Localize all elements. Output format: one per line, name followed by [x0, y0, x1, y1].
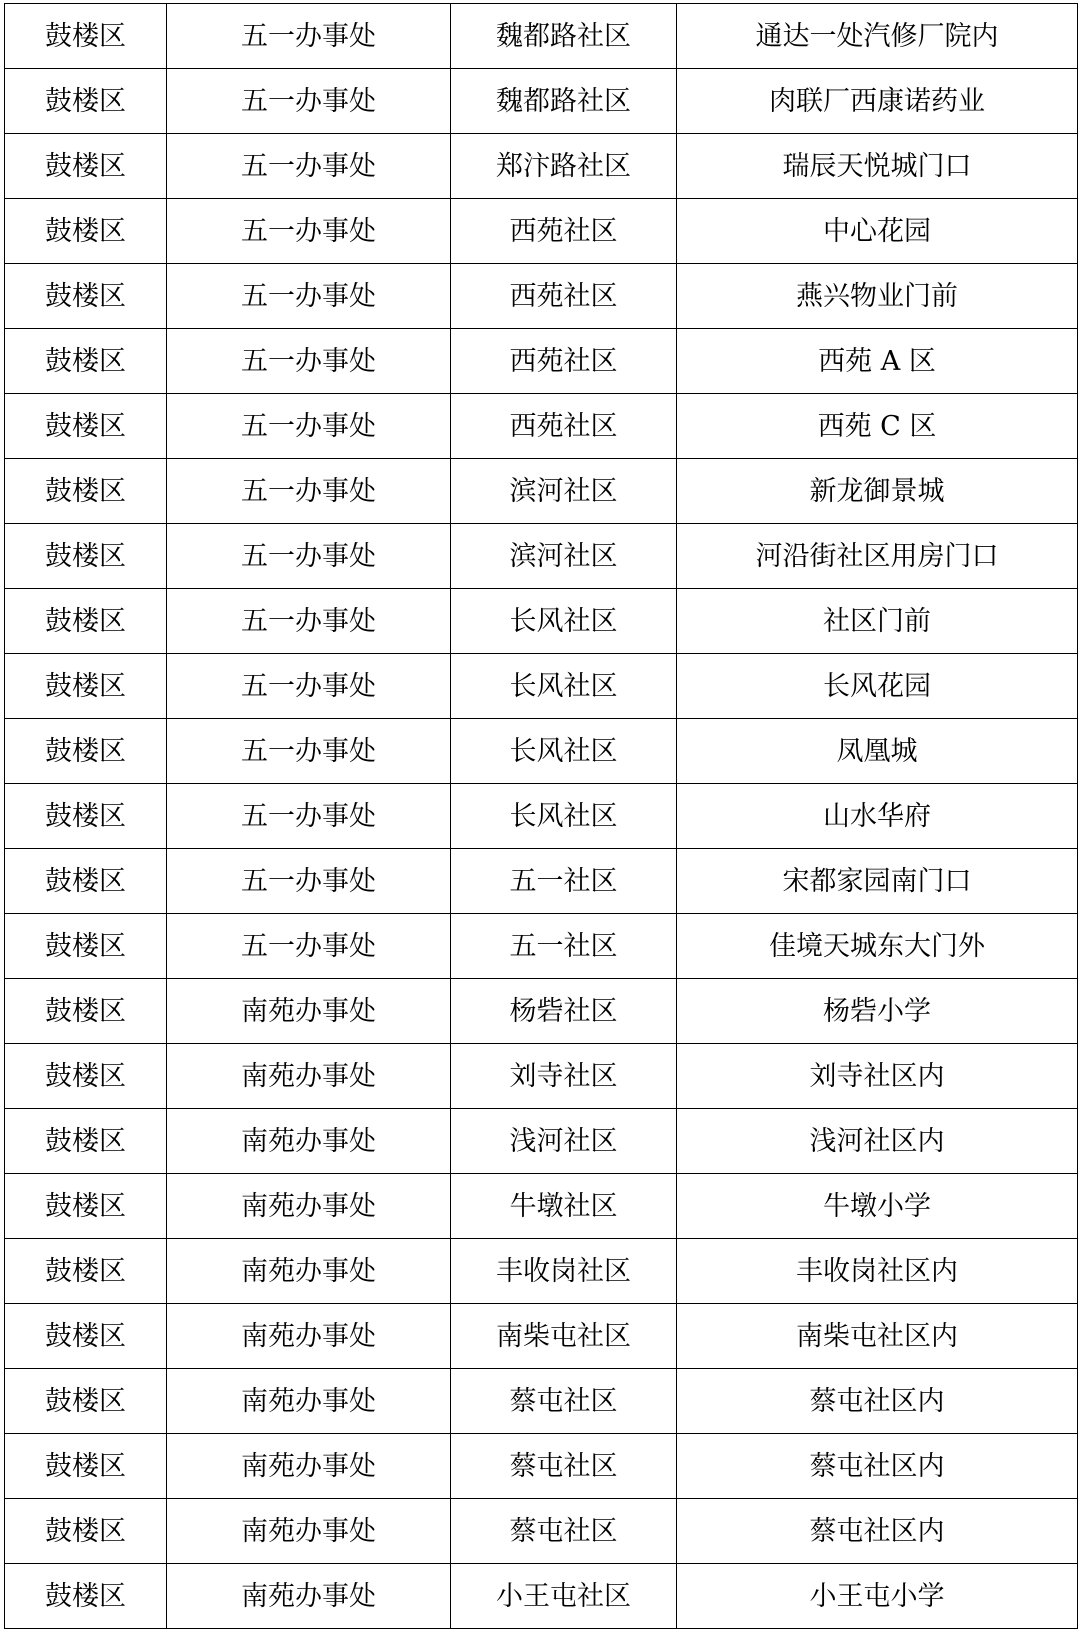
location-cell: 佳境天城东大门外	[677, 914, 1078, 979]
table-row	[5, 1304, 1078, 1369]
community-cell: 浅河社区	[451, 1109, 677, 1174]
office-cell: 五一办事处	[167, 459, 451, 524]
community-cell: 蔡屯社区	[451, 1434, 677, 1499]
table-row	[5, 784, 1078, 849]
table-row	[5, 264, 1078, 329]
community-cell: 五一社区	[451, 914, 677, 979]
district-cell: 鼓楼区	[5, 849, 167, 914]
location-cell: 蔡屯社区内	[677, 1369, 1078, 1434]
location-cell: 西苑 A 区	[677, 329, 1078, 394]
district-cell: 鼓楼区	[5, 979, 167, 1044]
location-cell: 新龙御景城	[677, 459, 1078, 524]
table-row	[5, 1564, 1078, 1629]
table-row	[5, 654, 1078, 719]
table-row	[5, 589, 1078, 654]
district-cell: 鼓楼区	[5, 914, 167, 979]
location-cell: 通达一处汽修厂院内	[677, 4, 1078, 69]
table-row	[5, 524, 1078, 589]
table-row	[5, 1109, 1078, 1174]
office-cell: 南苑办事处	[167, 1304, 451, 1369]
table-row	[5, 459, 1078, 524]
office-cell: 五一办事处	[167, 4, 451, 69]
district-cell: 鼓楼区	[5, 264, 167, 329]
location-cell: 杨砦小学	[677, 979, 1078, 1044]
table-row	[5, 329, 1078, 394]
district-cell: 鼓楼区	[5, 199, 167, 264]
district-cell: 鼓楼区	[5, 329, 167, 394]
office-cell: 五一办事处	[167, 134, 451, 199]
community-cell: 牛墩社区	[451, 1174, 677, 1239]
table-row	[5, 4, 1078, 69]
district-cell: 鼓楼区	[5, 524, 167, 589]
office-cell: 五一办事处	[167, 524, 451, 589]
district-cell: 鼓楼区	[5, 589, 167, 654]
location-cell: 肉联厂西康诺药业	[677, 69, 1078, 134]
office-cell: 南苑办事处	[167, 1239, 451, 1304]
community-cell: 郑汴路社区	[451, 134, 677, 199]
table-row	[5, 199, 1078, 264]
table-row	[5, 1044, 1078, 1109]
location-cell: 长风花园	[677, 654, 1078, 719]
office-cell: 南苑办事处	[167, 1044, 451, 1109]
table-row	[5, 979, 1078, 1044]
table-row	[5, 849, 1078, 914]
location-cell: 瑞辰天悦城门口	[677, 134, 1078, 199]
table-row	[5, 1239, 1078, 1304]
location-cell: 河沿街社区用房门口	[677, 524, 1078, 589]
table-row	[5, 134, 1078, 199]
office-cell: 南苑办事处	[167, 1499, 451, 1564]
location-cell: 中心花园	[677, 199, 1078, 264]
office-cell: 南苑办事处	[167, 979, 451, 1044]
office-cell: 南苑办事处	[167, 1109, 451, 1174]
district-cell: 鼓楼区	[5, 1564, 167, 1629]
district-cell: 鼓楼区	[5, 1239, 167, 1304]
district-cell: 鼓楼区	[5, 4, 167, 69]
community-cell: 长风社区	[451, 719, 677, 784]
office-cell: 五一办事处	[167, 654, 451, 719]
community-cell: 长风社区	[451, 784, 677, 849]
district-cell: 鼓楼区	[5, 69, 167, 134]
location-cell: 小王屯小学	[677, 1564, 1078, 1629]
office-cell: 五一办事处	[167, 784, 451, 849]
community-cell: 刘寺社区	[451, 1044, 677, 1109]
community-cell: 魏都路社区	[451, 4, 677, 69]
location-cell: 浅河社区内	[677, 1109, 1078, 1174]
table-row	[5, 1174, 1078, 1239]
site-table	[4, 3, 1078, 1629]
community-cell: 魏都路社区	[451, 69, 677, 134]
community-cell: 滨河社区	[451, 459, 677, 524]
community-cell: 南柴屯社区	[451, 1304, 677, 1369]
district-cell: 鼓楼区	[5, 719, 167, 784]
community-cell: 长风社区	[451, 654, 677, 719]
location-cell: 刘寺社区内	[677, 1044, 1078, 1109]
office-cell: 南苑办事处	[167, 1434, 451, 1499]
location-cell: 牛墩小学	[677, 1174, 1078, 1239]
location-cell: 蔡屯社区内	[677, 1434, 1078, 1499]
location-cell: 社区门前	[677, 589, 1078, 654]
office-cell: 南苑办事处	[167, 1564, 451, 1629]
office-cell: 五一办事处	[167, 914, 451, 979]
office-cell: 五一办事处	[167, 394, 451, 459]
community-cell: 五一社区	[451, 849, 677, 914]
office-cell: 五一办事处	[167, 264, 451, 329]
community-cell: 西苑社区	[451, 394, 677, 459]
office-cell: 五一办事处	[167, 199, 451, 264]
district-cell: 鼓楼区	[5, 1369, 167, 1434]
district-cell: 鼓楼区	[5, 134, 167, 199]
location-cell: 山水华府	[677, 784, 1078, 849]
community-cell: 长风社区	[451, 589, 677, 654]
table-row	[5, 719, 1078, 784]
location-cell: 南柴屯社区内	[677, 1304, 1078, 1369]
district-cell: 鼓楼区	[5, 459, 167, 524]
office-cell: 南苑办事处	[167, 1369, 451, 1434]
community-cell: 杨砦社区	[451, 979, 677, 1044]
location-cell: 宋都家园南门口	[677, 849, 1078, 914]
community-cell: 丰收岗社区	[451, 1239, 677, 1304]
location-cell: 燕兴物业门前	[677, 264, 1078, 329]
district-cell: 鼓楼区	[5, 1499, 167, 1564]
district-cell: 鼓楼区	[5, 1174, 167, 1239]
office-cell: 五一办事处	[167, 69, 451, 134]
community-cell: 滨河社区	[451, 524, 677, 589]
district-cell: 鼓楼区	[5, 394, 167, 459]
location-cell: 凤凰城	[677, 719, 1078, 784]
location-cell: 西苑 C 区	[677, 394, 1078, 459]
community-cell: 西苑社区	[451, 329, 677, 394]
table-row	[5, 914, 1078, 979]
office-cell: 南苑办事处	[167, 1174, 451, 1239]
office-cell: 五一办事处	[167, 329, 451, 394]
community-cell: 小王屯社区	[451, 1564, 677, 1629]
community-cell: 蔡屯社区	[451, 1499, 677, 1564]
table-row	[5, 69, 1078, 134]
district-cell: 鼓楼区	[5, 784, 167, 849]
table-row	[5, 1499, 1078, 1564]
office-cell: 五一办事处	[167, 849, 451, 914]
community-cell: 蔡屯社区	[451, 1369, 677, 1434]
table-row	[5, 1369, 1078, 1434]
office-cell: 五一办事处	[167, 719, 451, 784]
table-row	[5, 1434, 1078, 1499]
district-cell: 鼓楼区	[5, 1434, 167, 1499]
district-cell: 鼓楼区	[5, 654, 167, 719]
site-table-body	[5, 4, 1078, 1629]
office-cell: 五一办事处	[167, 589, 451, 654]
district-cell: 鼓楼区	[5, 1304, 167, 1369]
district-cell: 鼓楼区	[5, 1044, 167, 1109]
community-cell: 西苑社区	[451, 199, 677, 264]
district-cell: 鼓楼区	[5, 1109, 167, 1174]
community-cell: 西苑社区	[451, 264, 677, 329]
location-cell: 丰收岗社区内	[677, 1239, 1078, 1304]
table-row	[5, 394, 1078, 459]
location-cell: 蔡屯社区内	[677, 1499, 1078, 1564]
